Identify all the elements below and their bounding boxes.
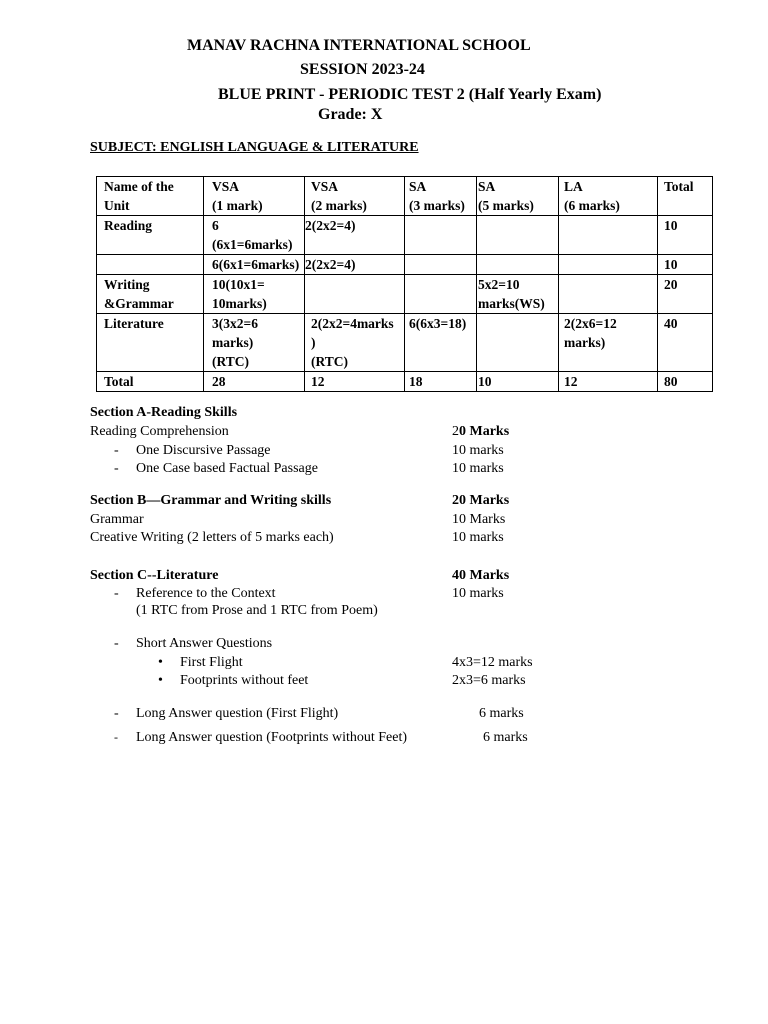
table-cell: 12 [305,372,405,392]
table-cell: 3(3x2=6 marks) (RTC) [204,314,305,372]
factual-passage-label: One Case based Factual Passage [136,461,318,476]
list-dash: - [114,706,119,721]
session-title: SESSION 2023-24 [300,61,425,78]
table-row [97,255,713,275]
table-cell: Literature [97,314,204,372]
section-c-marks: 40 Marks [452,568,510,583]
list-dash: - [114,730,118,744]
table-row [97,216,713,255]
reading-comprehension-label: Reading Comprehension [90,424,229,439]
short-answer-label: Short Answer Questions [136,636,273,651]
blueprint-title: BLUE PRINT - PERIODIC TEST 2 (Half Yearly Exam) [218,86,602,103]
table-cell: 2(2x2=4) [305,216,405,255]
table-cell: 2(2x2=4marks ) (RTC) [305,314,405,372]
table-cell [405,275,477,314]
table-cell: 10(10x1= 10marks) [204,275,305,314]
table-cell: 6(6x1=6marks) [204,255,305,275]
table-cell: 5x2=10 marks(WS) [477,275,559,314]
long-answer-footprints-label: Long Answer question (Footprints without Feet) [136,730,408,745]
grammar-label: Grammar [90,512,144,527]
table-cell: 40 [658,314,713,372]
rtc-detail: (1 RTC from Prose and 1 RTC from Poem) [136,603,378,618]
table-cell: 18 [405,372,477,392]
table-cell [305,275,405,314]
table-cell: 10 [658,255,713,275]
table-cell: 20 [658,275,713,314]
discursive-passage-marks: 10 marks [452,443,504,458]
header-cell: VSA (1 mark) [204,177,305,216]
header-cell: SA (3 marks) [405,177,477,216]
list-dash: - [114,636,119,651]
table-cell [405,216,477,255]
long-answer-footprints-marks: 6 marks [483,730,528,745]
grammar-marks: 10 Marks [452,512,506,527]
table-cell: Reading [97,216,204,255]
table-cell [477,255,559,275]
table-cell: Writing &Grammar [97,275,204,314]
rtc-label: Reference to the Context [136,586,276,601]
section-c-title: Section C--Literature [90,568,219,583]
subject-title: SUBJECT: ENGLISH LANGUAGE & LITERATURE [90,140,419,155]
table-total-row [97,372,713,392]
table-cell: 10 [477,372,559,392]
table-cell [97,255,204,275]
bullet-icon: • [158,673,163,688]
header-cell: Total [658,177,713,216]
table-cell: 2(2x2=4) [305,255,405,275]
table-cell: 6(6x3=18) [405,314,477,372]
creative-writing-label: Creative Writing (2 letters of 5 marks each) [90,530,334,545]
rtc-marks: 10 marks [452,586,504,601]
list-dash: - [114,586,119,601]
table-row [97,275,713,314]
table-cell: 2(2x6=12 marks) [559,314,658,372]
discursive-passage-label: One Discursive Passage [136,443,271,458]
table-cell [559,255,658,275]
creative-writing-marks: 10 marks [452,530,504,545]
blueprint-table [96,176,713,392]
long-answer-first-flight-marks: 6 marks [479,706,524,721]
table-cell [559,275,658,314]
list-dash: - [114,443,119,458]
table-cell: 12 [559,372,658,392]
list-dash: - [114,461,119,476]
table-cell [559,216,658,255]
table-cell: 10 [658,216,713,255]
first-flight-marks: 4x3=12 marks [452,655,533,670]
header-cell: SA (5 marks) [477,177,559,216]
school-name: MANAV RACHNA INTERNATIONAL SCHOOL [187,37,531,54]
section-b-marks: 20 Marks [452,493,510,508]
reading-comprehension-marks: 20 Marks [452,424,510,439]
section-a-title: Section A-Reading Skills [90,405,238,420]
header-cell: LA (6 marks) [559,177,658,216]
header-cell: VSA (2 marks) [305,177,405,216]
table-cell [477,216,559,255]
table-cell [477,314,559,372]
footprints-label: Footprints without feet [180,673,309,688]
table-cell: 28 [204,372,305,392]
header-cell: Name of the Unit [97,177,204,216]
section-b-title: Section B—Grammar and Writing skills [90,493,332,508]
bullet-icon: • [158,655,163,670]
table-cell: 6 (6x1=6marks) [204,216,305,255]
grade-title: Grade: X [318,106,383,123]
table-cell [405,255,477,275]
footprints-marks: 2x3=6 marks [452,673,526,688]
table-row [97,314,713,372]
table-header-row [97,177,713,216]
table-cell: 80 [658,372,713,392]
first-flight-label: First Flight [180,655,243,670]
long-answer-first-flight-label: Long Answer question (First Flight) [136,706,339,721]
table-cell: Total [97,372,204,392]
factual-passage-marks: 10 marks [452,461,504,476]
